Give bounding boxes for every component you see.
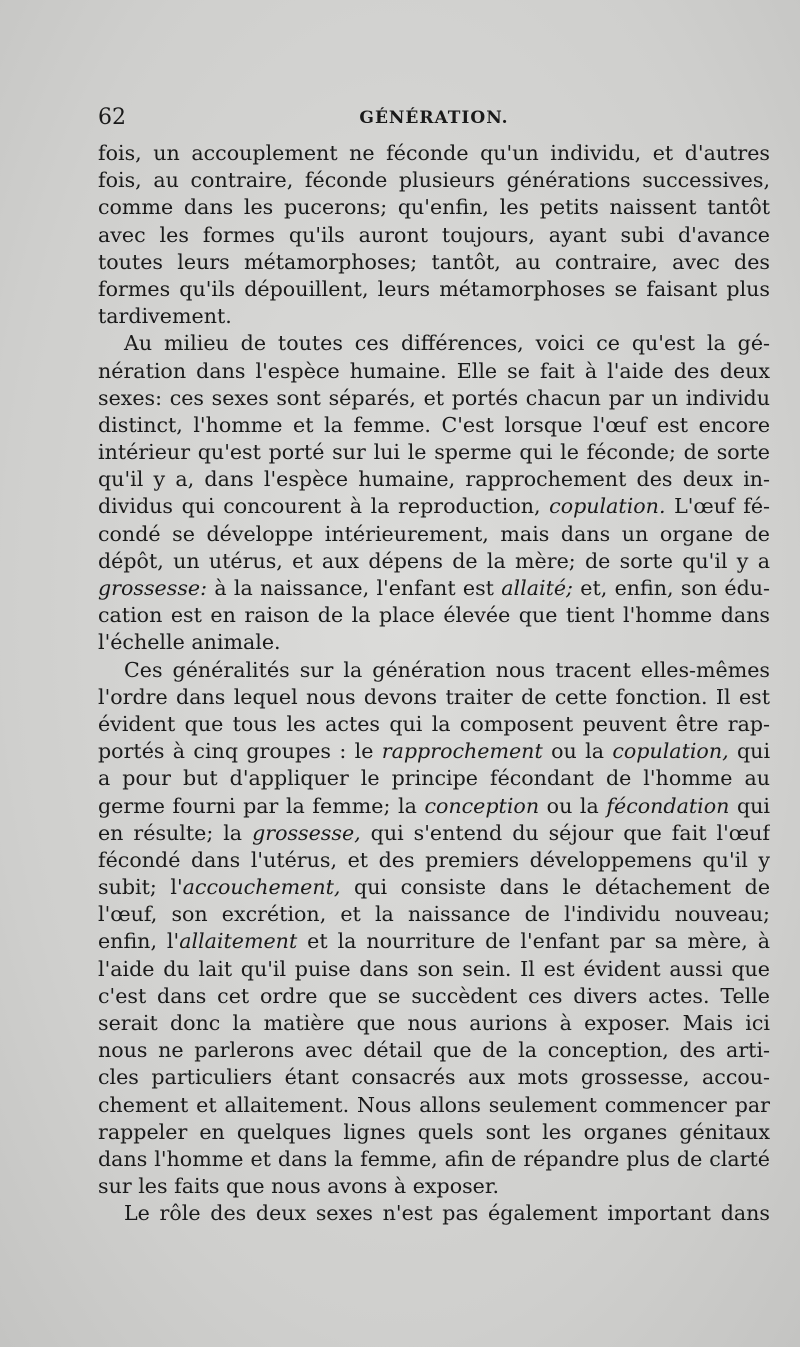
text-segment: à la naissance, l'enfant est <box>214 576 494 600</box>
text-line: qu'il y a, dans l'espèce humaine, rapprochement des deux in- <box>98 467 770 492</box>
italic-term: allaitement <box>179 929 298 954</box>
text-line: rappeler en quelques lignes quels sont les organes génitaux <box>98 1119 770 1144</box>
text-segment: ou la <box>551 739 604 764</box>
text-segment: en résulte; la <box>98 820 243 845</box>
text-line: évident que tous les actes qui la composent peuvent être rap- <box>98 711 770 736</box>
text-line: condé se développe intérieurement, mais dans un organe de <box>98 521 770 546</box>
text-line: l'ordre dans lequel nous devons traiter de cette fonction. Il est <box>98 684 770 709</box>
text-segment: qui consiste dans le détachement de <box>354 875 770 900</box>
text-line: serait donc la matière que nous aurions à exposer. Mais ici <box>98 1011 770 1035</box>
text-line: formes qu'ils dépouillent, leurs métamorphoses se faisant plus <box>98 276 770 301</box>
text-line <box>98 738 770 765</box>
text-segment: qui s'entend du séjour que fait l'œuf <box>370 820 770 845</box>
text-line: toutes leurs métamorphoses; tantôt, au contraire, avec des <box>98 249 770 274</box>
italic-term: fécondation <box>606 793 730 818</box>
text-segment: qui <box>737 739 770 764</box>
text-segment: et, enfin, son édu- <box>580 576 770 600</box>
text-segment: enfin, l' <box>98 929 180 954</box>
text-line <box>98 820 770 847</box>
body-text <box>98 140 770 1228</box>
text-line: tardivement. <box>98 304 232 329</box>
italic-term: allaité; <box>501 576 573 600</box>
text-segment: dividus qui concourent à la reproduction, <box>98 494 541 519</box>
text-line <box>98 928 770 955</box>
text-line: c'est dans cet ordre que se succèdent ces divers actes. Telle <box>98 983 770 1008</box>
text-segment: portés à cinq groupes : le <box>98 739 374 764</box>
text-segment: et la nourriture de l'enfant par sa mère, à <box>307 929 770 954</box>
text-segment: L'œuf fé- <box>674 494 770 519</box>
text-line: comme dans les pucerons; qu'enfin, les petits naissent tantôt <box>98 195 770 220</box>
running-head: GÉNÉRATION. <box>359 108 509 128</box>
text-segment: germe fourni par la femme; la <box>98 793 417 818</box>
text-segment: subit; l' <box>98 875 183 900</box>
text-line: distinct, l'homme et la femme. C'est lorsque l'œuf est encore <box>98 412 770 437</box>
text-line: Le rôle des deux sexes n'est pas également important dans <box>124 1201 770 1226</box>
text-line <box>98 793 770 820</box>
text-line: cles particuliers étant consacrés aux mots grossesse, accou- <box>98 1065 770 1090</box>
italic-term: copulation, <box>612 739 729 764</box>
text-line: chement et allaitement. Nous allons seulement commencer par <box>98 1092 770 1117</box>
text-line: a pour but d'appliquer le principe fécondant de l'homme au <box>98 766 770 791</box>
italic-term: grossesse: <box>98 576 208 600</box>
text-line: avec les formes qu'ils auront toujours, ayant subi d'avance <box>98 222 770 247</box>
text-line: intérieur qu'est porté sur lui le sperme qui le féconde; de sorte <box>98 440 770 465</box>
italic-term: accouchement, <box>182 875 341 900</box>
text-line: Au milieu de toutes ces différences, voici ce qu'est la gé- <box>124 331 770 356</box>
text-line: l'aide du lait qu'il puise dans son sein. Il est évident aussi que <box>98 956 770 981</box>
text-segment: qui <box>736 793 770 818</box>
text-segment: ou la <box>546 793 599 818</box>
text-line: l'œuf, son excrétion, et la naissance de l'individu nouveau; <box>98 902 770 927</box>
text-line: fécondé dans l'utérus, et des premiers développemens qu'il y <box>98 847 770 872</box>
page-header <box>98 100 770 136</box>
text-line: fois, un accouplement ne féconde qu'un individu, et d'autres <box>98 141 770 165</box>
text-line: Ces généralités sur la génération nous tracent elles-mêmes <box>124 657 770 682</box>
italic-term: grossesse, <box>252 820 361 845</box>
text-line: sur les faits que nous avons à exposer. <box>98 1174 499 1199</box>
text-line <box>98 874 770 901</box>
text-line: dépôt, un utérus, et aux dépens de la mère; de sorte qu'il y a <box>98 548 770 573</box>
italic-term: rapprochement <box>381 739 543 764</box>
text-line: dans l'homme et dans la femme, afin de répandre plus de clarté <box>98 1146 770 1171</box>
text-line: fois, au contraire, féconde plusieurs générations successives, <box>98 168 770 193</box>
text-line: sexes: ces sexes sont séparés, et portés chacun par un individu <box>98 385 770 410</box>
page-number: 62 <box>98 105 126 130</box>
text-line <box>98 493 770 520</box>
text-line: nération dans l'espèce humaine. Elle se fait à l'aide des deux <box>98 358 770 383</box>
italic-term: conception <box>424 793 540 818</box>
text-line: nous ne parlerons avec détail que de la conception, des arti- <box>98 1038 770 1063</box>
text-line: l'échelle animale. <box>98 630 281 655</box>
italic-term: copulation. <box>549 494 666 519</box>
text-line <box>98 575 770 602</box>
text-line: cation est en raison de la place élevée que tient l'homme dans <box>98 603 770 628</box>
